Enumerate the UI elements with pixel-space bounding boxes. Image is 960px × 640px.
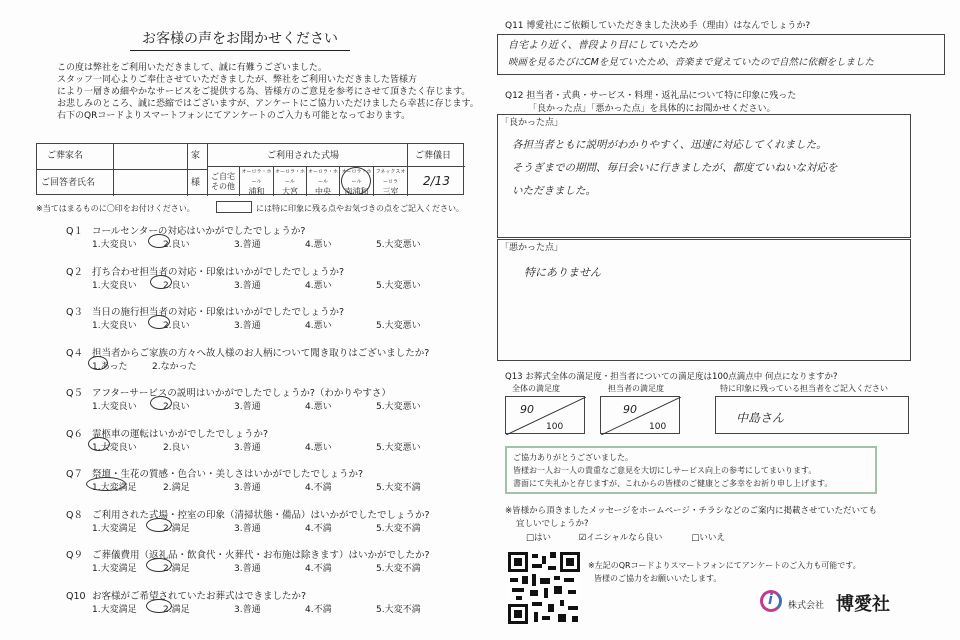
option[interactable]: 5.大変不満 [376, 564, 421, 574]
question [66, 547, 466, 588]
option[interactable]: 5.大変悪い [376, 442, 421, 453]
option[interactable]: 3.普通 [234, 402, 261, 412]
answer-circle [88, 437, 110, 451]
question [66, 426, 466, 467]
option[interactable]: 1.大変良い [92, 402, 137, 412]
option[interactable]: 1.大変良い [92, 280, 137, 291]
option[interactable]: 4.悪い [305, 321, 332, 331]
option[interactable]: 2.満足 [163, 604, 190, 615]
answer-circle [88, 356, 108, 370]
option[interactable]: 1.あった [92, 361, 128, 372]
option[interactable]: 1.大変満足 [92, 564, 137, 574]
answer-circle [148, 315, 170, 329]
qr-note: 皆様のご協力をお願いいたします。 [594, 574, 722, 583]
company-logo [760, 588, 784, 614]
hall-header: ご利用された式場 [267, 151, 340, 161]
publish-initials[interactable]: ☑イニシャルなら良い [578, 533, 663, 543]
note-left: ※当てはまるものに〇印をお付けください。 [36, 204, 195, 213]
hall-option: オーロラ・ホール 大宮 [274, 168, 305, 196]
answer-circle [150, 396, 172, 410]
good-answer-line: いただきました。 [512, 185, 596, 197]
good-label: 「良かった点」 [500, 118, 564, 128]
hall-options [207, 167, 407, 196]
thanks-box [505, 446, 877, 494]
option[interactable]: 2.なかった [152, 361, 197, 372]
question [66, 264, 466, 305]
page-title: お客様の声をお聞かせください [130, 28, 350, 51]
publish-text2: 宜しいでしょうか? [516, 519, 589, 529]
overall-max: 100 [546, 422, 564, 432]
answer-circle [146, 558, 172, 572]
overall-label: 全体の満足度 [512, 384, 560, 393]
good-answer-line: そうぎまでの期間、毎日会いに行きましたが、都度ていねいな対応を [512, 162, 838, 174]
intro-line: お悲しみのところ、誠に恐縮ではございますが、アンケートにご協力いただけましたら幸甚に存じます。 [57, 99, 479, 109]
intro-line: この度は弊社をご利用いただきまして、誠に有難うございました。 [57, 63, 327, 73]
question-number: Q４ [66, 347, 83, 359]
question-text: お客様がご希望されていたお葬式はできましたか? [92, 590, 307, 602]
question-number: Q７ [66, 469, 83, 480]
staff-max: 100 [649, 422, 667, 432]
question-text: アフターサービスの説明はいかがでしたでしょうか?（わかりやすさ） [92, 388, 391, 399]
publish-no[interactable]: □いいえ [691, 533, 725, 543]
hall-option: オーロラ・ホール 中央 [307, 168, 338, 196]
question [66, 223, 466, 264]
option[interactable]: 4.不満 [305, 604, 332, 615]
question-number: Q６ [66, 428, 83, 440]
option[interactable]: 4.悪い [305, 402, 332, 412]
option[interactable]: 5.大変悪い [376, 321, 421, 331]
question-text: ご葬儀費用（返礼品・飲食代・火葬代・お布施は除きます）はいかがでしたか? [92, 550, 430, 561]
hall-option: オーロラ・ホール 浦和 [240, 167, 274, 196]
logo-letter: i [768, 592, 773, 608]
staff-label: 担当者の満足度 [608, 384, 664, 393]
staff-name-box [715, 396, 909, 434]
company-name: 博愛社 [836, 594, 890, 615]
option[interactable]: 3.普通 [234, 321, 261, 331]
option[interactable]: 3.普通 [234, 483, 261, 493]
staff-name-label: 特に印象に残っている担当者をご記入ください [720, 384, 888, 393]
option[interactable]: 2.満足 [163, 483, 190, 493]
option[interactable]: 3.普通 [234, 604, 261, 615]
date-label: ご葬儀日 [415, 151, 452, 161]
company-prefix: 株式会社 [788, 601, 825, 611]
answer-circle [86, 477, 126, 491]
option[interactable]: 2.満足 [163, 564, 190, 574]
bad-label: 「悪かった点」 [500, 243, 564, 253]
question-number: Q５ [66, 388, 83, 399]
q12-bad-box [497, 239, 911, 361]
option[interactable]: 3.普通 [234, 442, 261, 453]
respondent-label: ご回答者氏名 [41, 178, 96, 188]
sama-label: 様 [191, 178, 201, 188]
diagonal-line [601, 397, 681, 435]
option[interactable]: 1.大変満足 [92, 483, 137, 493]
q11-answer-line: 自宅より近く、普段より目にしていたため [508, 40, 698, 51]
question-text: コールセンターの対応はいかがでしたでしょうか? [92, 226, 306, 237]
question-text: 担当者からご家族の方々へ故人様のお人柄について聞き取りはございましたか? [92, 347, 430, 359]
staff-score: 90 [623, 403, 637, 416]
option[interactable]: 2.良い [163, 321, 190, 331]
answer-circle [148, 234, 170, 248]
info-table [36, 143, 464, 195]
question [66, 507, 466, 548]
option[interactable]: 1.大変良い [92, 321, 137, 331]
q12-text2: 「良かった点」「悪かった点」を具体的にお聞かせください。 [528, 104, 776, 114]
option[interactable]: 5.大変不満 [376, 483, 421, 493]
hall-option: フネックスオーロラ 三室 [375, 168, 406, 196]
option[interactable]: 1.大変良い [92, 240, 137, 250]
hall-option-selected: オーロラ・ホール 南浦和 [340, 167, 374, 196]
ie-label: 家 [191, 151, 201, 161]
option[interactable]: 5.大変悪い [376, 402, 421, 412]
option[interactable]: 2.良い [163, 240, 190, 250]
question-number: Q１ [66, 226, 83, 237]
intro-line: 右下のQRコードよりスマートフォンにてアンケートのご入力も可能となっております。 [57, 111, 411, 121]
question-text: 当日の施行担当者の対応・印象はいかがでしたでしょうか? [92, 307, 345, 318]
option[interactable]: 4.不満 [305, 564, 332, 574]
selection-circle [341, 167, 371, 195]
thanks-line: ご協力ありがとうございました。 [513, 453, 633, 462]
staff-score-box [600, 396, 680, 434]
option[interactable]: 4.悪い [305, 240, 332, 250]
question [66, 385, 466, 426]
question-text: ご利用された式場・控室の印象（清掃状態・備品）はいかがでしたでしょうか? [92, 509, 430, 521]
publish-options [526, 531, 725, 543]
question-text: 霊柩車の運転はいかがでしたでしょうか? [92, 428, 269, 440]
questions-list [66, 223, 466, 628]
question [66, 588, 466, 629]
option[interactable]: 5.大変悪い [376, 280, 421, 291]
question-number: Q３ [66, 307, 83, 318]
q12-text: Q12 担当者・式典・サービス・料理・返礼品について特に印象に残った [505, 91, 797, 101]
intro-line: により一層きめ細やかなサービスをご提供する為、皆様方のご意見を参考にさせて頂きたく存じます。 [57, 87, 471, 97]
option[interactable]: 3.普通 [234, 564, 261, 574]
question-number: Q10 [66, 590, 86, 602]
option[interactable]: 2.良い [163, 442, 190, 453]
option[interactable]: 5.大変不満 [376, 604, 421, 615]
answer-circle [146, 518, 172, 532]
qr-code[interactable] [508, 552, 580, 624]
option[interactable]: 5.大変悪い [376, 240, 421, 250]
answer-circle [150, 275, 172, 289]
option[interactable]: 4.悪い [305, 280, 332, 291]
qr-note: ※左記のQRコードよりスマートフォンにてアンケートのご入力も可能です。 [588, 561, 861, 570]
question-text: 打ち合わせ担当者の対応・印象はいかがでしたでしょうか? [92, 266, 345, 278]
question-number: Q８ [66, 509, 83, 521]
option[interactable]: 3.普通 [234, 523, 261, 534]
q13-text: Q13 お葬式全体の満足度・担当者についての満足度は100点満点中 何点になりますか? [505, 372, 838, 382]
option[interactable]: 4.悪い [305, 442, 332, 453]
overall-score-box [505, 396, 585, 434]
option[interactable]: 1.大変満足 [92, 604, 137, 615]
q11-text: Q11 博愛社にご依頼していただきました決め手（理由）はなんでしょうか? [505, 21, 811, 31]
option[interactable]: 1.大変良い [92, 442, 137, 453]
q11-answer-line: 映画を見るたびにCMを見ていたため、音楽まで覚えていたので自然に依頼をしました [508, 57, 874, 68]
q11-answer-box [497, 34, 945, 75]
note-right: には特に印象に残る点やお気づきの点をご記入ください。 [256, 204, 464, 213]
option[interactable]: 3.普通 [234, 240, 261, 250]
thanks-line: 皆様お一人お一人の貴重なご意見を大切にしサービス向上の参考にしてまいります。 [513, 466, 817, 475]
option[interactable]: 2.良い [163, 280, 190, 291]
good-answer-line: 各担当者ともに説明がわかりやすく、迅速に対応してくれました。 [512, 139, 827, 151]
option[interactable]: 2.満足 [163, 523, 190, 534]
hall-option: ご自宅 その他 [207, 167, 240, 196]
question [66, 304, 466, 345]
option[interactable]: 4.不満 [305, 483, 332, 493]
option[interactable]: 5.大変不満 [376, 523, 421, 534]
option[interactable]: 2.良い [163, 402, 190, 412]
staff-name: 中島さん [736, 411, 785, 425]
overall-score: 90 [520, 403, 534, 416]
note-box-sample [216, 201, 252, 213]
intro-line: スタッフ一同心よりご奉仕させていただきましたが、弊社をご利用いただきました皆様方 [57, 75, 418, 85]
q12-good-box [497, 114, 911, 238]
option[interactable]: 4.不満 [305, 523, 332, 534]
publish-yes[interactable]: □はい [526, 533, 552, 543]
deceased-label: ご葬家名 [47, 151, 84, 161]
question-number: Q９ [66, 550, 83, 561]
option[interactable]: 3.普通 [234, 280, 261, 291]
question-text: 祭壇・生花の質感・色合い・美しさはいかがでしたでしょうか? [92, 469, 364, 480]
publish-text: ※皆様から頂きましたメッセージをホームページ・チラシなどのご案内に掲載させていただいても [505, 506, 877, 516]
question [66, 345, 466, 386]
option[interactable]: 1.大変満足 [92, 523, 137, 534]
answer-circle [146, 599, 172, 613]
question [66, 466, 466, 507]
bad-answer: 特にありません [524, 266, 601, 279]
thanks-line: 書面にて失礼かと存じますが、これからの皆様のご健康とご多幸をお祈り申し上げます。 [513, 479, 833, 488]
intro-text [57, 62, 479, 122]
question-number: Q２ [66, 266, 83, 278]
date-value: 2/13 [423, 174, 450, 188]
